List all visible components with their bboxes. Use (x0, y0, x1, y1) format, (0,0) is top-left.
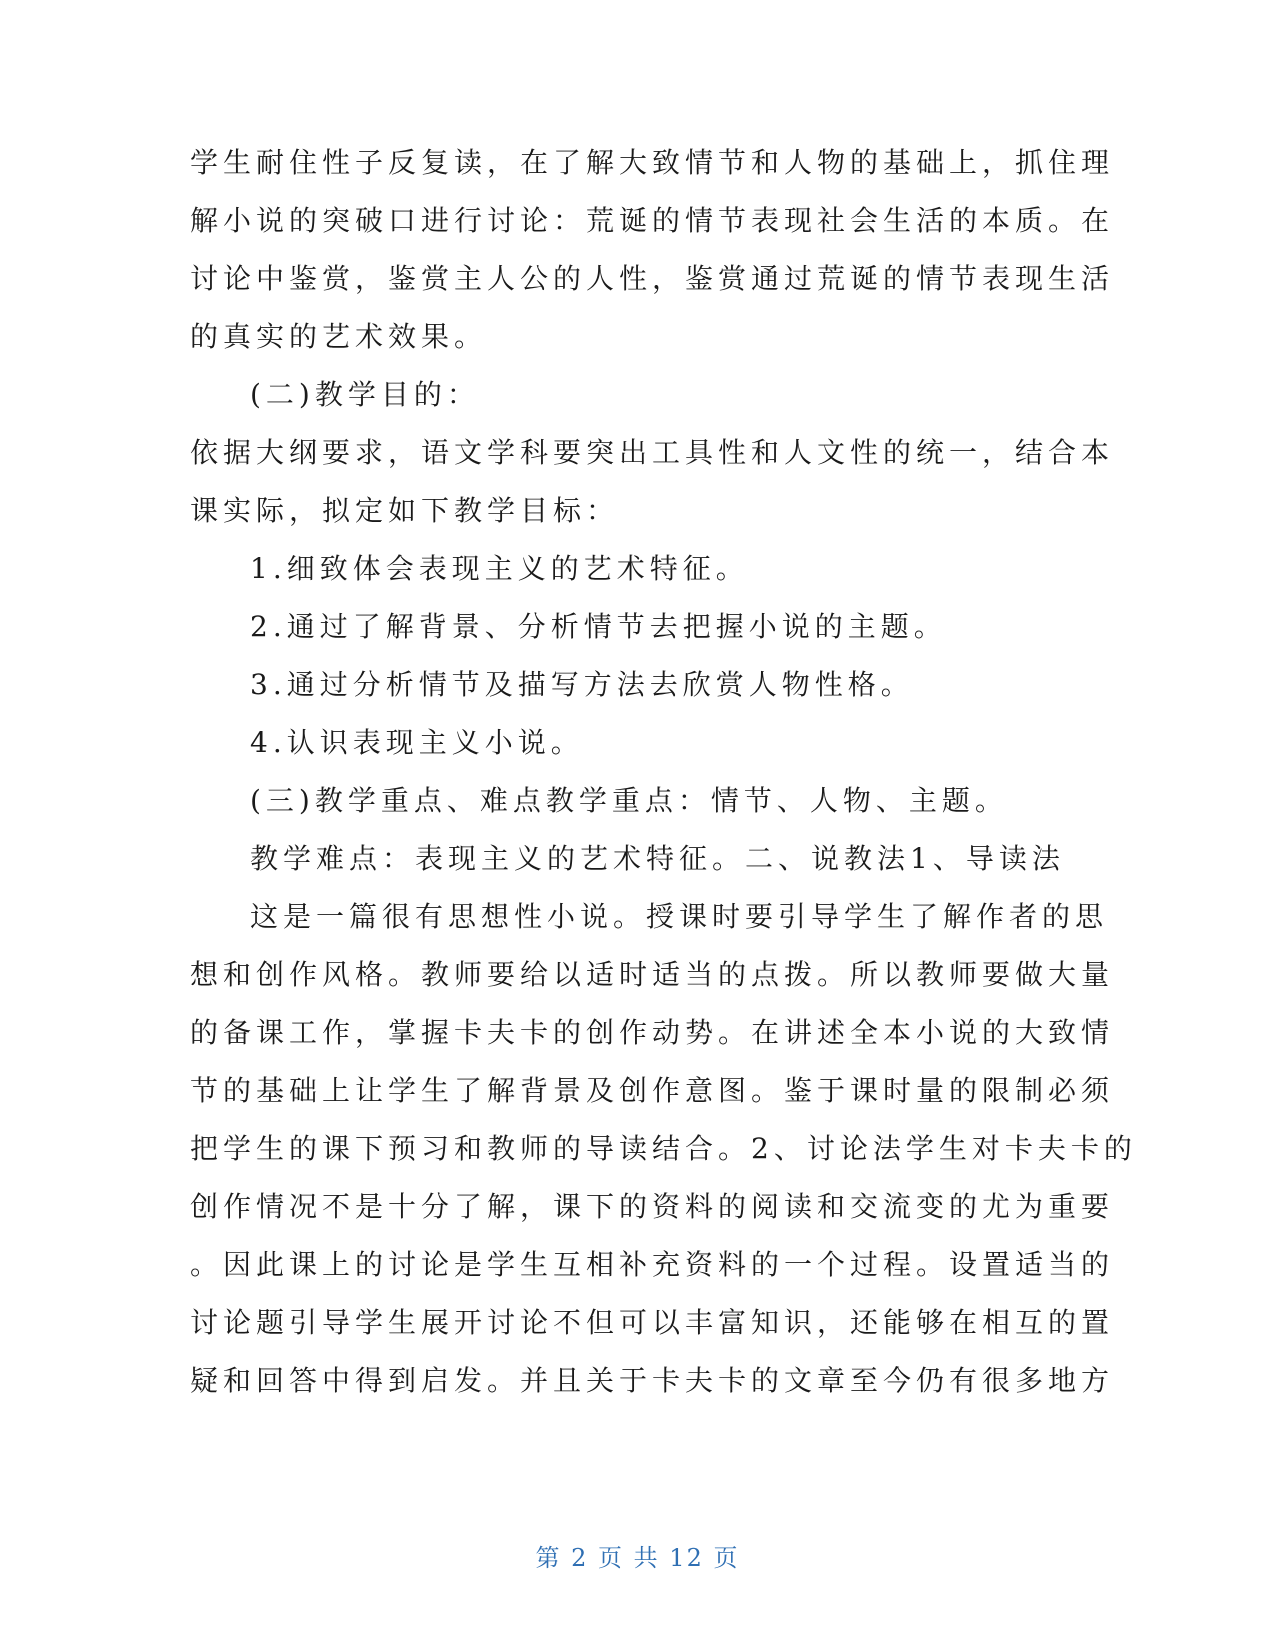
list-item: 1.细致体会表现主义的艺术特征。 (250, 552, 749, 585)
text-line: 想和创作风格。教师要给以适时适当的点拨。所以教师要做大量 (190, 958, 1115, 991)
text-line: 的备课工作，掌握卡夫卡的创作动势。在讲述全本小说的大致情 (190, 1016, 1115, 1049)
text-line: 解小说的突破口进行讨论：荒诞的情节表现社会生活的本质。在 (190, 204, 1115, 237)
section-heading: (三)教学重点、难点教学重点：情节、人物、主题。 (250, 784, 1008, 817)
text-line: 疑和回答中得到启发。并且关于卡夫卡的文章至今仍有很多地方 (190, 1364, 1115, 1397)
text-line: 课实际，拟定如下教学目标： (190, 494, 620, 527)
section-heading: (二)教学目的： (250, 378, 480, 411)
text-line: 学生耐住性子反复读，在了解大致情节和人物的基础上，抓住理 (190, 146, 1115, 179)
text-line: 讨论中鉴赏，鉴赏主人公的人性，鉴赏通过荒诞的情节表现生活 (190, 262, 1115, 295)
list-item: 2.通过了解背景、分析情节去把握小说的主题。 (250, 610, 947, 643)
text-line: 的真实的艺术效果。 (190, 320, 488, 353)
text-line: 依据大纲要求，语文学科要突出工具性和人文性的统一，结合本 (190, 436, 1115, 469)
text-line: 创作情况不是十分了解，课下的资料的阅读和交流变的尤为重要 (190, 1190, 1115, 1223)
text-line: 把学生的课下预习和教师的导读结合。2、讨论法学生对卡夫卡的 (190, 1132, 1137, 1165)
text-line: 。因此课上的讨论是学生互相补充资料的一个过程。设置适当的 (190, 1248, 1115, 1281)
list-item: 3.通过分析情节及描写方法去欣赏人物性格。 (250, 668, 914, 701)
list-item: 4.认识表现主义小说。 (250, 726, 584, 759)
text-line: 讨论题引导学生展开讨论不但可以丰富知识，还能够在相互的置 (190, 1306, 1115, 1339)
page-number-footer: 第 2 页 共 12 页 (535, 1544, 740, 1572)
text-line: 节的基础上让学生了解背景及创作意图。鉴于课时量的限制必须 (190, 1074, 1115, 1107)
text-line: 教学难点：表现主义的艺术特征。二、说教法1、导读法 (250, 842, 1065, 875)
text-line: 这是一篇很有思想性小说。授课时要引导学生了解作者的思 (250, 900, 1109, 933)
